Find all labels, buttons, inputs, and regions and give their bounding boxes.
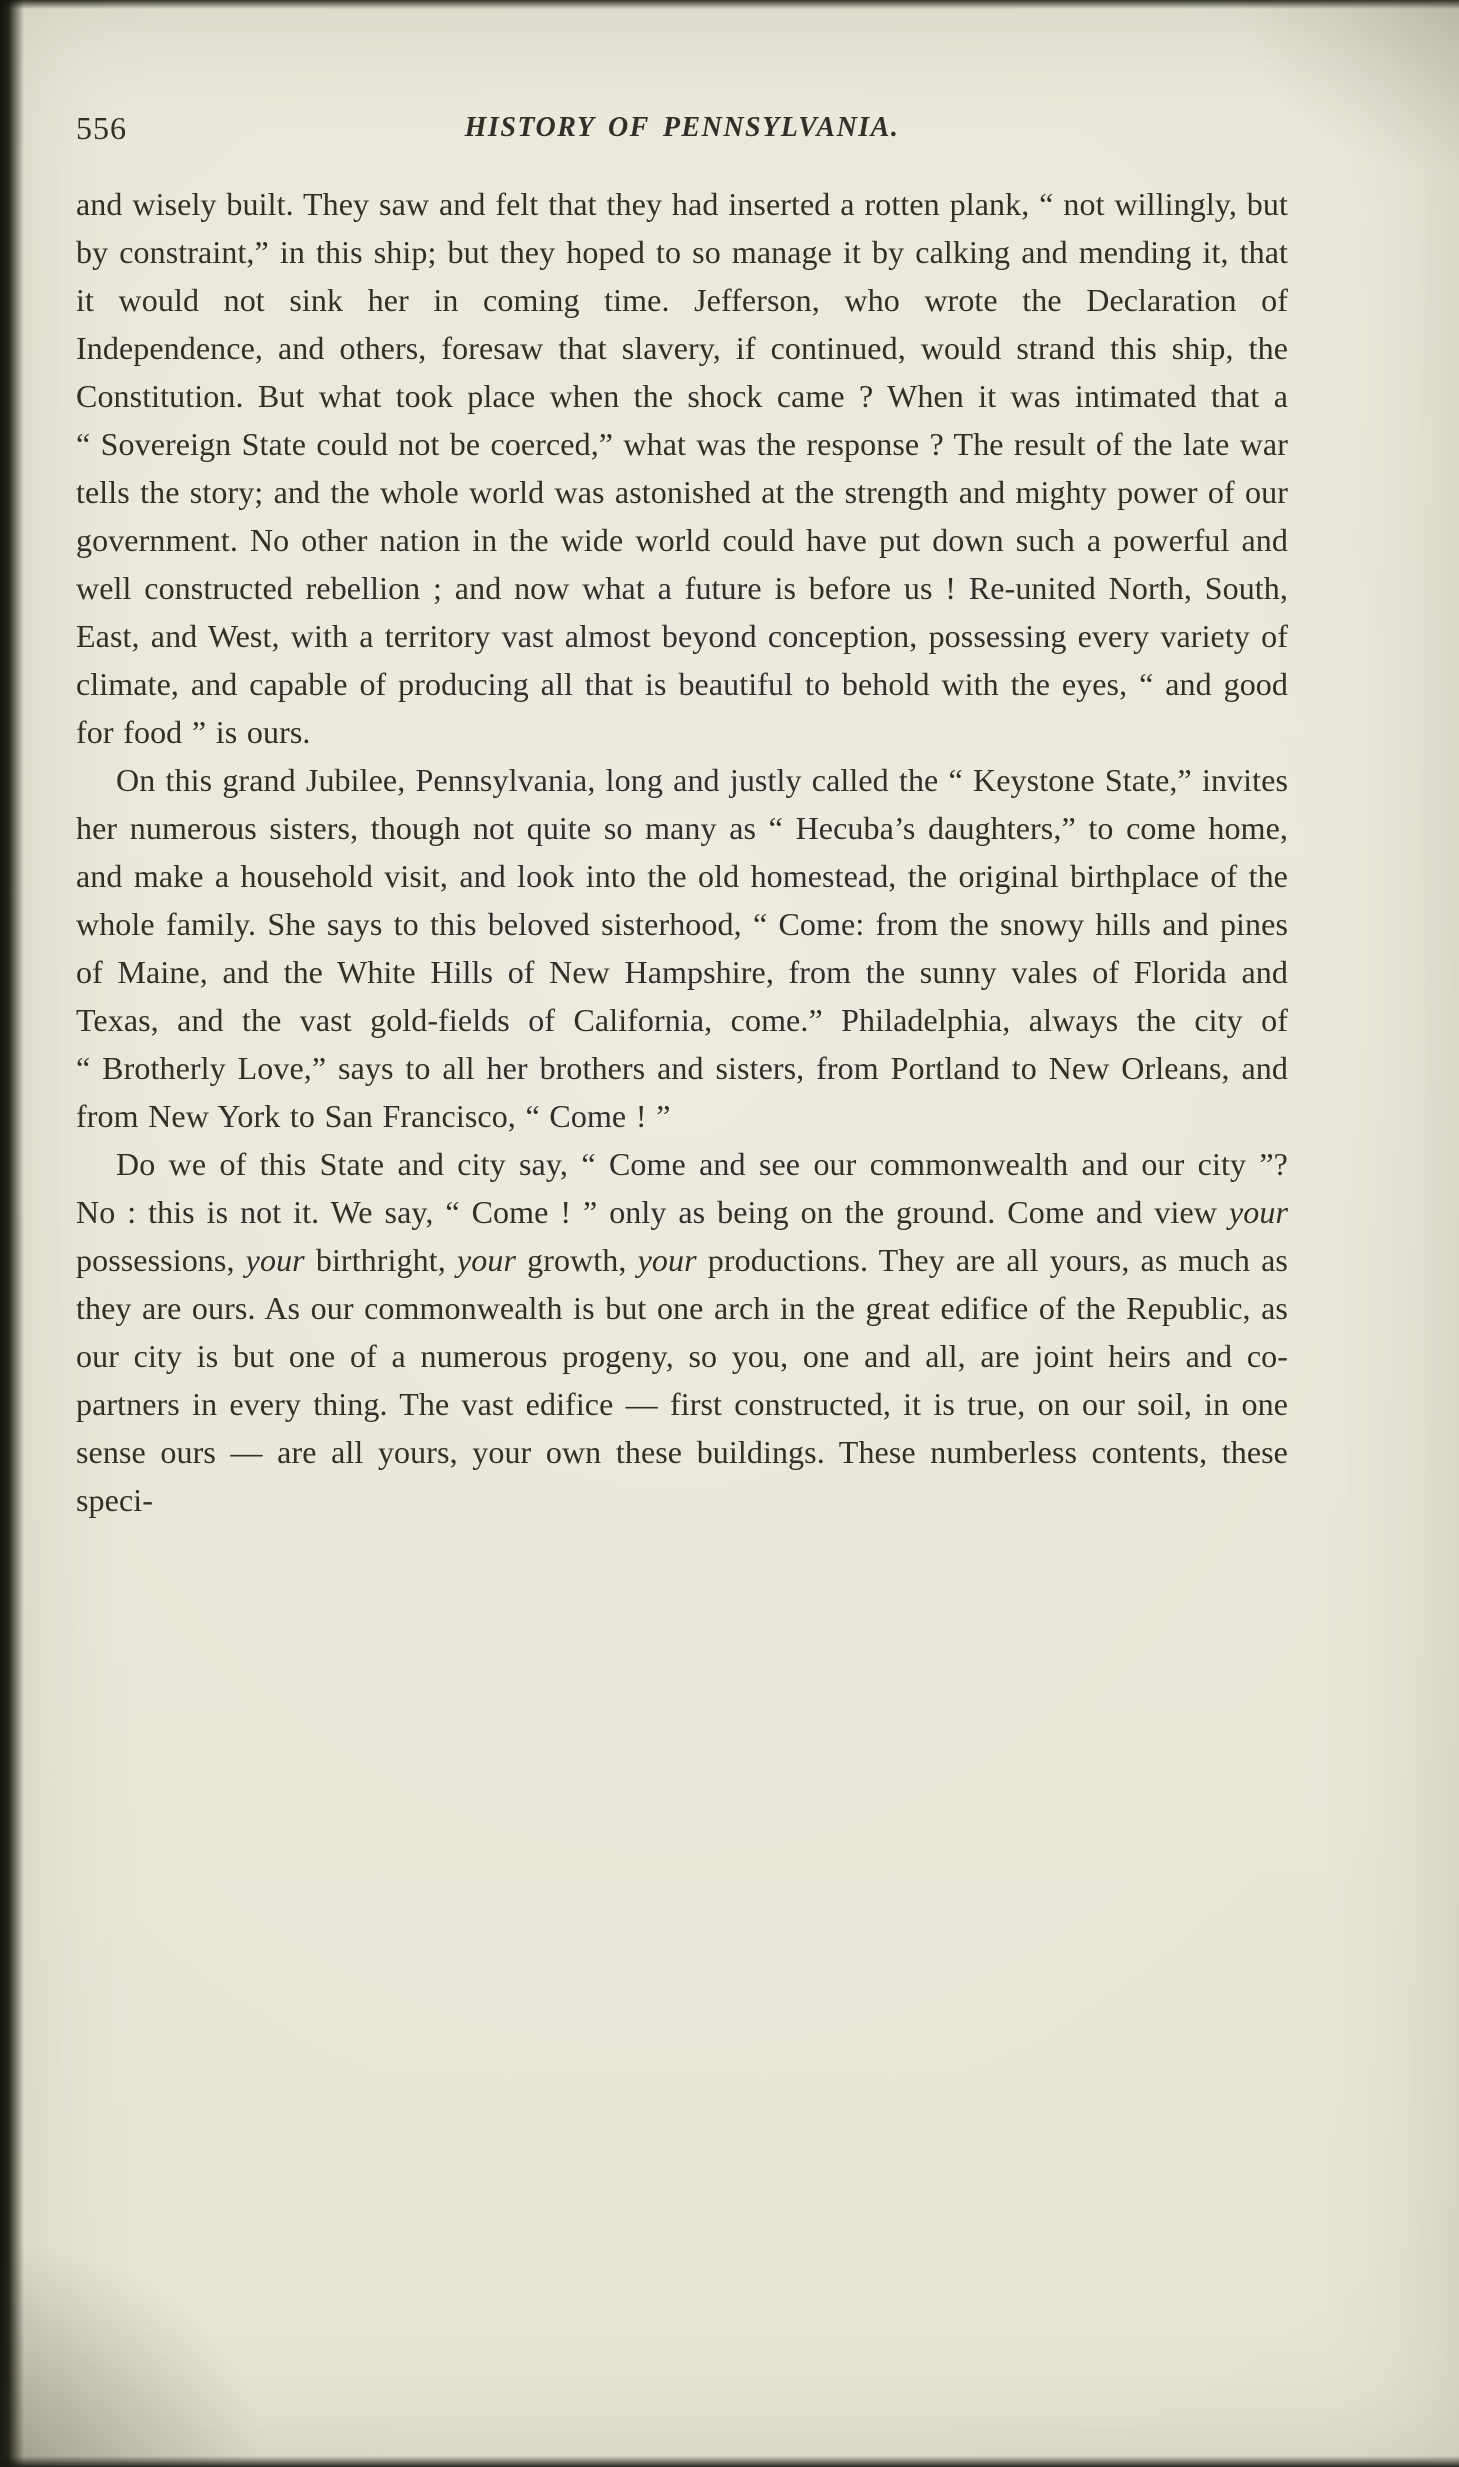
paragraph: [76, 180, 1288, 756]
text-run: Do we of this State and city say, “ Come and see our commonwealth and our city ”? No : this is not it. We say, “ Come ! ” only as being on the ground. Come and view: [76, 1146, 1288, 1230]
page-number: 556: [76, 110, 127, 146]
text-run: and wisely built. They saw and felt that they had inserted a rotten plank, “ not willingly, but by constraint,” in this ship; but they hoped to so manage it by calking and mending it, that it would not sink her in coming time. Jefferson, who wrote the Declaration of Independence, and others, foresaw that slavery, if continued, would strand this ship, the Constitution. But what took place when the shock came ? When it was intimated that a “ Sovereign State could not be coerced,” what was the response ? The result of the late war tells the story; and the whole world was astonished at the strength and mighty power of our government. No other nation in the wide world could have put down such a powerful and well constructed rebellion ; and now what a future is before us ! Re-united North, South, East, and West, with a territory vast almost beyond conception, possessing every variety of climate, and capable of producing all that is beautiful to behold with the eyes, “ and good for food ” is ours.: [76, 186, 1288, 750]
text-run: birthright,: [304, 1242, 457, 1278]
running-header: HISTORY OF PENNSYLVANIA.: [464, 112, 900, 143]
text-run: possessions,: [76, 1242, 246, 1278]
text-run: productions. They are all yours, as much as they are ours. As our commonwealth is but one arch in the great edifice of the Republic, as our city is but one of a numerous progeny, so you, one and all, are joint heirs and co-partners in every thing. The vast edifice — first constructed, it is true, on our soil, in one sense ours — are all yours, your own these buildings. These numberless contents, these speci-: [76, 1242, 1288, 1518]
paragraph: [76, 1140, 1288, 1524]
italic-text-run: your: [1228, 1194, 1288, 1230]
page-body: [76, 180, 1288, 1524]
paragraph: [76, 756, 1288, 1140]
scan-edge-left: [0, 0, 24, 2467]
page-header: [76, 106, 1288, 156]
text-run: On this grand Jubilee, Pennsylvania, long and justly called the “ Keystone State,” invites her numerous sisters, though not quite so many as “ Hecuba’s daughters,” to come home, and make a household visit, and look into the old homestead, the original birthplace of the whole family. She says to this beloved sisterhood, “ Come: from the snowy hills and pines of Maine, and the White Hills of New Hampshire, from the sunny vales of Florida and Texas, and the vast gold-fields of California, come.” Philadelphia, always the city of “ Brotherly Love,” says to all her brothers and sisters, from Portland to New Orleans, and from New York to San Francisco, “ Come ! ”: [76, 762, 1288, 1134]
text-run: growth,: [516, 1242, 638, 1278]
scan-shade-bottom-left: [0, 2247, 260, 2467]
page-content: [76, 106, 1288, 1524]
italic-text-run: your: [637, 1242, 697, 1278]
italic-text-run: your: [456, 1242, 516, 1278]
italic-text-run: your: [245, 1242, 305, 1278]
